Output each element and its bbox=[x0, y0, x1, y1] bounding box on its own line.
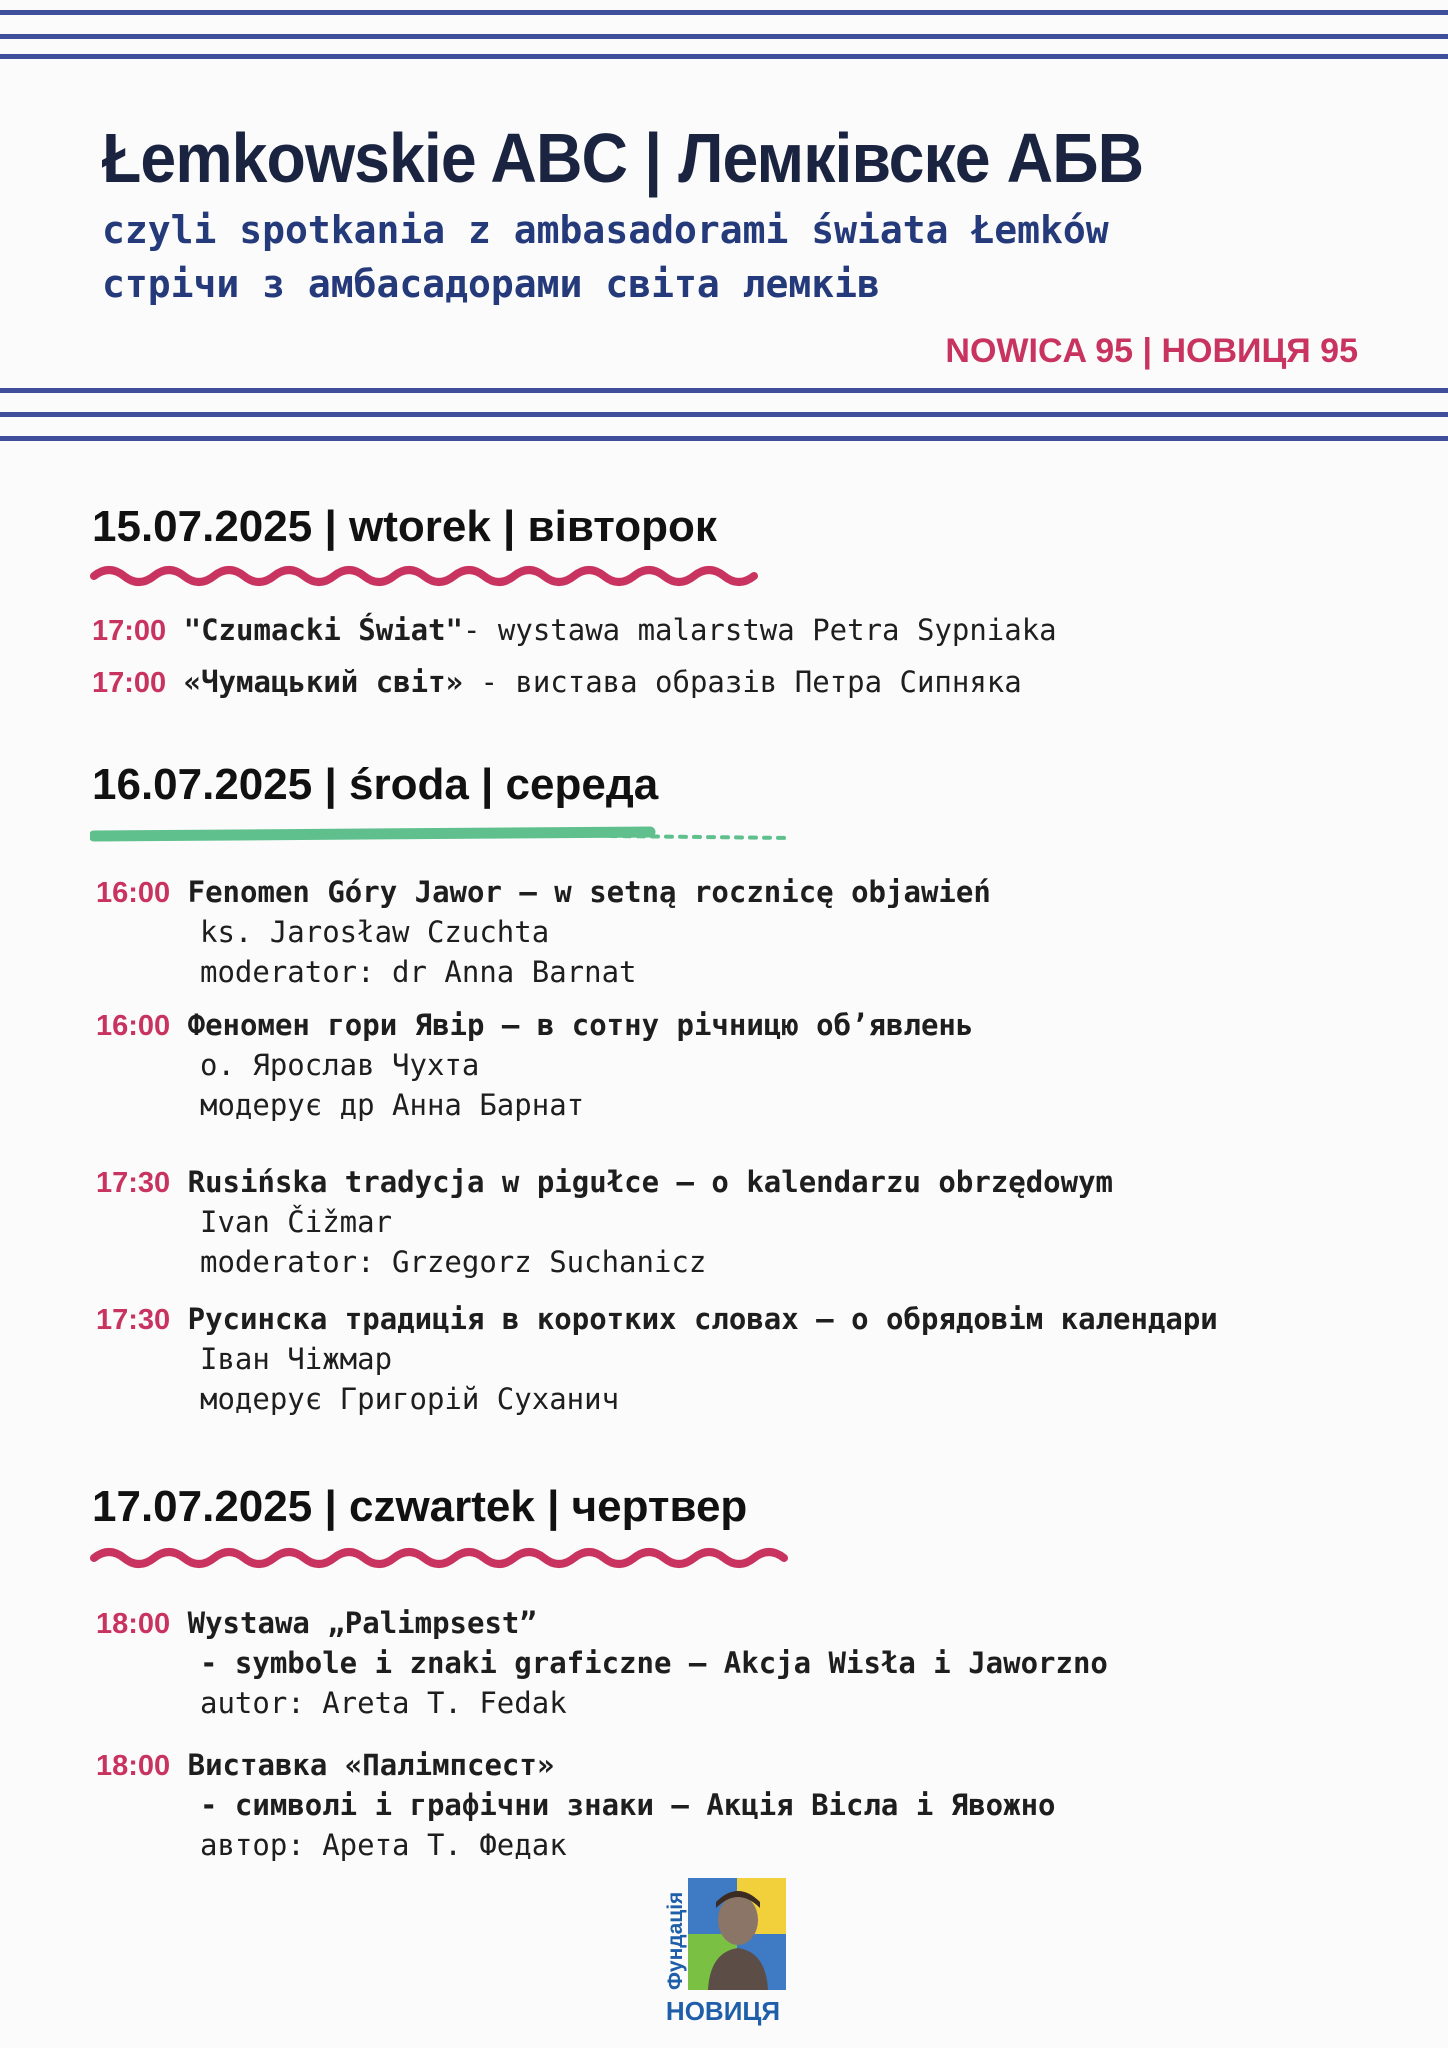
wavy-underline bbox=[90, 1542, 800, 1572]
event-title: Rusińska tradycja w pigułce – o kalendarzu obrzędowym bbox=[187, 1165, 1113, 1199]
event-line bbox=[96, 1748, 554, 1783]
event-author: autor: Areta T. Fedak bbox=[200, 1686, 567, 1720]
logo-vertical-text: Фундація bbox=[664, 1891, 687, 1990]
event-author: автор: Арета Т. Федак bbox=[200, 1828, 567, 1862]
event-subtitle: - symbole i znaki graficzne – Akcja Wisła i Jaworzno bbox=[200, 1646, 1108, 1680]
event-line bbox=[96, 1302, 1218, 1337]
event-speaker: Ivan Čižmar bbox=[200, 1205, 393, 1239]
event-line bbox=[92, 665, 1022, 700]
event-description: - wystawa malarstwa Petra Sypniaka bbox=[463, 613, 1057, 647]
subtitle-polish: czyli spotkania z ambasadorami świata Łemków bbox=[102, 208, 1109, 252]
wavy-underline bbox=[90, 560, 770, 590]
event-title: Виставка «Палімпсест» bbox=[187, 1748, 555, 1782]
event-moderator: moderator: Grzegorz Suchanicz bbox=[200, 1245, 707, 1279]
event-speaker: о. Ярослав Чухта bbox=[200, 1048, 480, 1082]
event-time: 16:00 bbox=[96, 1010, 171, 1042]
event-title: Wystawa „Palimpsest” bbox=[187, 1606, 537, 1640]
top-stripe-1 bbox=[0, 10, 1448, 15]
event-time: 16:00 bbox=[96, 877, 171, 909]
event-time: 17:30 bbox=[96, 1304, 171, 1336]
event-line bbox=[92, 613, 1057, 648]
event-title: Русинска традиція в коротких словах – о обрядовім календари bbox=[187, 1302, 1218, 1336]
event-line bbox=[96, 875, 991, 910]
logo-bottom-text: НОВИЦЯ bbox=[665, 1996, 781, 2026]
header-stripe-1 bbox=[0, 388, 1448, 393]
event-time: 18:00 bbox=[96, 1608, 171, 1640]
brush-underline bbox=[90, 824, 800, 848]
event-line bbox=[96, 1606, 537, 1641]
event-moderator: moderator: dr Anna Barnat bbox=[200, 955, 637, 989]
event-time: 18:00 bbox=[96, 1750, 171, 1782]
day-heading: 16.07.2025 | środa | середа bbox=[92, 760, 659, 809]
event-title: Феномен гори Явір – в сотну річницю об’явлень bbox=[187, 1008, 974, 1042]
event-time: 17:00 bbox=[92, 615, 167, 647]
event-subtitle: - символі і графічни знаки – Акція Вісла і Явожно bbox=[200, 1788, 1056, 1822]
event-time: 17:30 bbox=[96, 1167, 171, 1199]
page-title: Łemkowskie ABC | Лемківске АБВ bbox=[102, 119, 1144, 197]
top-stripe-2 bbox=[0, 34, 1448, 39]
subtitle-ukrainian: стрічи з амбасадорами світа лемків bbox=[102, 262, 880, 306]
event-title: «Чумацький світ» bbox=[183, 665, 463, 699]
top-stripe-3 bbox=[0, 54, 1448, 59]
event-title: "Czumacki Świat" bbox=[183, 613, 463, 647]
day-heading: 15.07.2025 | wtorek | вівторок bbox=[92, 502, 717, 551]
event-line bbox=[96, 1008, 973, 1043]
header-stripe-3 bbox=[0, 436, 1448, 441]
event-time: 17:00 bbox=[92, 667, 167, 699]
event-title: Fenomen Góry Jawor – w setną rocznicę objawień bbox=[187, 875, 991, 909]
header-stripe-2 bbox=[0, 412, 1448, 417]
event-line bbox=[96, 1165, 1113, 1200]
event-speaker: Іван Чіжмар bbox=[200, 1342, 393, 1376]
event-moderator: модерує Григорій Суханич bbox=[200, 1382, 620, 1416]
venue-label: NOWICA 95 | НОВИЦЯ 95 bbox=[945, 332, 1358, 370]
event-speaker: ks. Jarosław Czuchta bbox=[200, 915, 550, 949]
day-heading: 17.07.2025 | czwartek | чертвер bbox=[92, 1482, 748, 1531]
foundation-logo bbox=[660, 1878, 786, 2028]
event-description: - вистава образів Петра Сипняка bbox=[463, 665, 1022, 699]
event-moderator: модерує др Анна Барнат bbox=[200, 1088, 585, 1122]
